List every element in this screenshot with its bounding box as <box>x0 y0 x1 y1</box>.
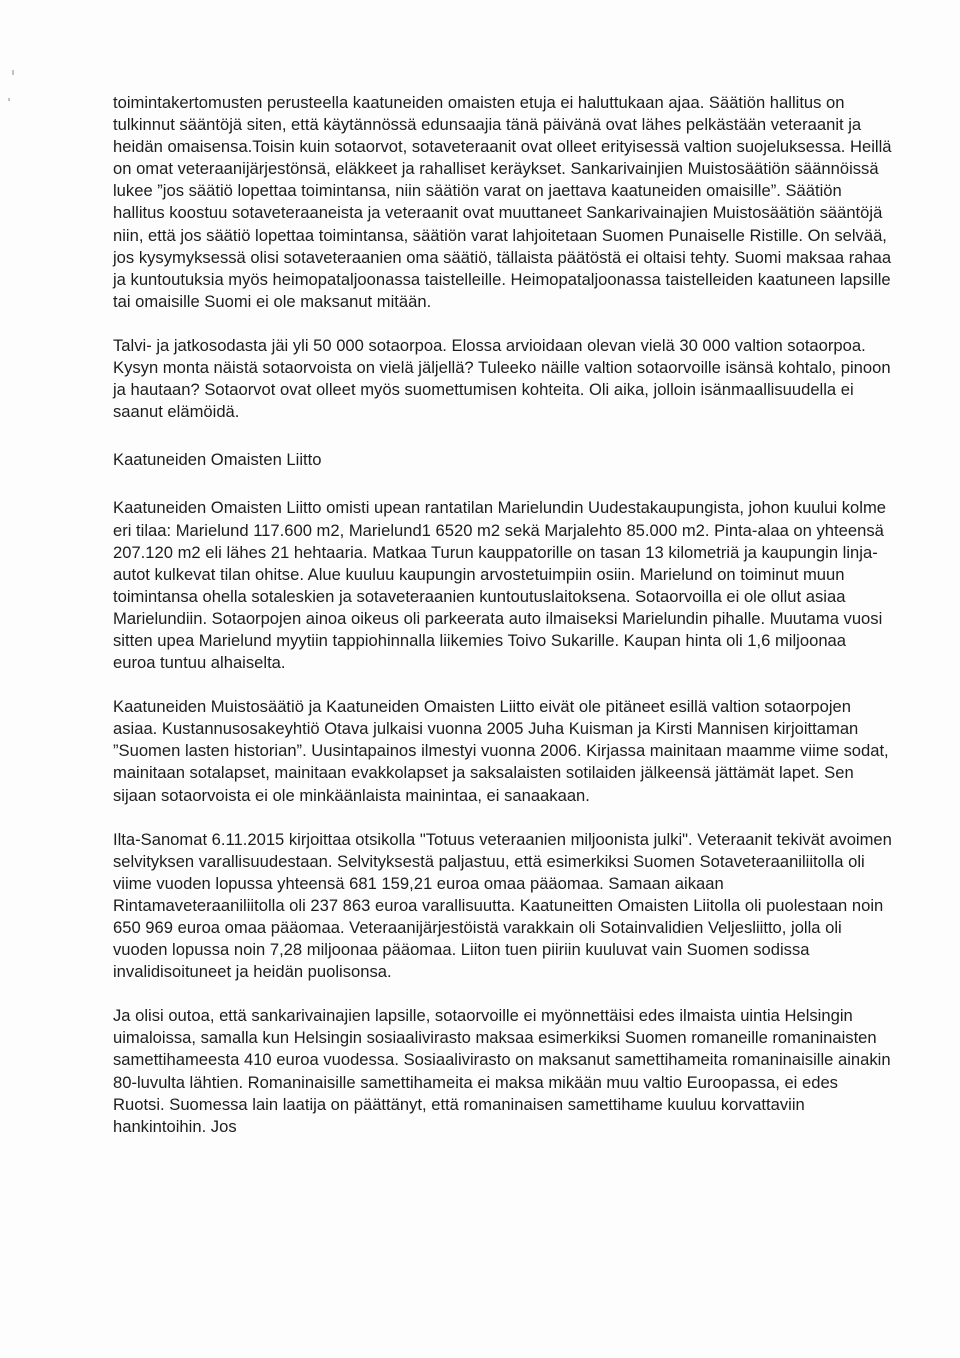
document-body <box>113 92 893 1138</box>
scan-speck <box>8 98 10 101</box>
scan-speck <box>12 70 14 75</box>
paragraph-memorial-foundation: Kaatuneiden Muistosäätiö ja Kaatuneiden Omaisten Liitto eivät ole pitäneet esillä valtion sotaorpojen asiaa. Kustannusosakeyhtiö Otava julkaisi vuonna 2005 Juha Kuisman ja Kirsti Mannisen kirjoittaman ”Suomen lasten historian”. Uusintapainos ilmestyi vuonna 2006. Kirjassa mainitaan maamme viime sodat, mainitaan sotalapset, mainitaan evakkolapset ja saksalaisten sotilaiden jälkeensä jättämät lapet. Sen sijaan sotaorvoista ei ole minkäänlaista mainintaa, ei sanaakaan. <box>113 697 889 805</box>
paragraph-ilta-sanomat: Ilta-Sanomat 6.11.2015 kirjoittaa otsikolla "Totuus veteraanien miljoonista julki". Veteraanit tekivät avoimen selvityksen varallisuudestaan. Selvityksestä paljastuu, että esimerkiksi Suomen Sotaveteraaniliitolla oli viime vuoden lopussa yhteensä 681 159,21 euroa omaa pääomaa. Samaan aikaan Rintamaveteraaniliitolla oli 237 863 euroa varallisuutta. Kaatuneitten Omaisten Liitolla oli puolestaan noin 650 969 euroa omaa pääomaa. Veteraanijärjestöistä varakkain oli Sotainvalidien Veljesliitto, jolla oli vuoden lopussa noin 7,28 miljoonaa pääomaa. Liiton tuen piiriin kuuluvat vain Suomen sodissa invalidisoituneet ja heidän puolisonsa. <box>113 829 892 982</box>
paragraph-war-orphans: Talvi- ja jatkosodasta jäi yli 50 000 sotaorpoa. Elossa arvioidaan olevan vielä 30 000 valtion sotaorpoa. Kysyn monta näistä sotaorvoista on vielä jäljellä? Tuleeko näille valtion sotaorvoille isänsä kohtalo, pinoon ja hautaan? Sotaorvot ovat olleet myös suomettumisen kohteita. Oli aika, jolloin isänmaallisuudella ei saanut elämöidä. <box>113 335 891 422</box>
paragraph-intro: toimintakertomusten perusteella kaatuneiden omaisten etuja ei haluttukaan ajaa. Säätiön hallitus on tulkinnut sääntöjä siten, että käytännössä edunsaajia tänä päivänä ovat lähes pelkästään veteraanit ja heidän omaisensa.Toisin kuin sotaorvot, sotaveteraanit ovat olleet erityisessä valtion suojeluksessa. Heillä on omat veteraanijärjestönsä, eläkkeet ja rahalliset keräykset. Sankarivainjien Muistosäätiön säännöissä lukee ”jos säätiö lopettaa toimintansa, niin säätiön varat on jaettava kaatuneiden omaisille”. Säätiön hallitus koostuu sotaveteraaneista ja veteraanit ovat muuttaneet Sankarivainajien Muistosäätiön sääntöjä niin, että jos säätiö lopettaa toimintansa, säätiön varat lahjoitetaan Suomen Punaiselle Ristille. On selvää, jos kysymyksessä olisi sotaveteraanien oma säätiö, tällaista päätöstä ei oltaisi tehty. Suomi maksaa rahaa ja kuntoutuksia myös heimopataljoonassa taistelleille. Heimopataljoonassa taistelleiden kaatuneen lapsille tai omaisille Suomi ei ole maksanut mitään. <box>113 93 892 311</box>
paragraph-swimming: Ja olisi outoa, että sankarivainajien lapsille, sotaorvoille ei myönnettäisi edes ilmaista uintia Helsingin uimaloissa, samalla kun Helsingin sosiaalivirasto maksaa esimerkiksi Suomen romaneille romaninaisten samettihameesta 410 euroa vuodessa. Sosiaalivirasto on maksanut samettihameita romaninaisille ainakin 80-luvulta lähtien. Romaninaisille samettihameita ei maksa mikään muu valtio Euroopassa, ei edes Ruotsi. Suomessa lain laatija on päättänyt, että romaninaisen samettihame kuuluu korvattaviin hankintoihin. Jos <box>113 1006 891 1136</box>
section-heading: Kaatuneiden Omaisten Liitto <box>113 450 322 470</box>
paragraph-marielund: Kaatuneiden Omaisten Liitto omisti upean rantatilan Marielundin Uudestakaupungista, johon kuului kolme eri tilaa: Marielund 117.600 m2, Marielund1 6520 m2 sekä Marjalehto 85.000 m2. Pinta-alaa on yhteensä 207.120 m2 eli lähes 21 hehtaaria. Matkaa Turun kauppatorille on tasan 13 kilometriä ja kaupungin linja-autot kulkevat tilan ohitse. Alue kuuluu kaupungin arvostetuimpiin osiin. Marielund on toiminut muun toimintansa ohella sotaleskien ja sotaveteraanien kuntoutuslaitoksena. Sotaorvoilla ei ole ollut asiaa Marielundiin. Sotaorpojen ainoa oikeus oli parkeerata auto ilmaiseksi Marielundin pihalle. Muutama vuosi sitten upea Marielund myytiin tappiohinnalla liikemies Toivo Sukarille. Kaupan hinta oli 1,6 miljoonaa euroa tuntuu alhaiselta. <box>113 498 887 673</box>
